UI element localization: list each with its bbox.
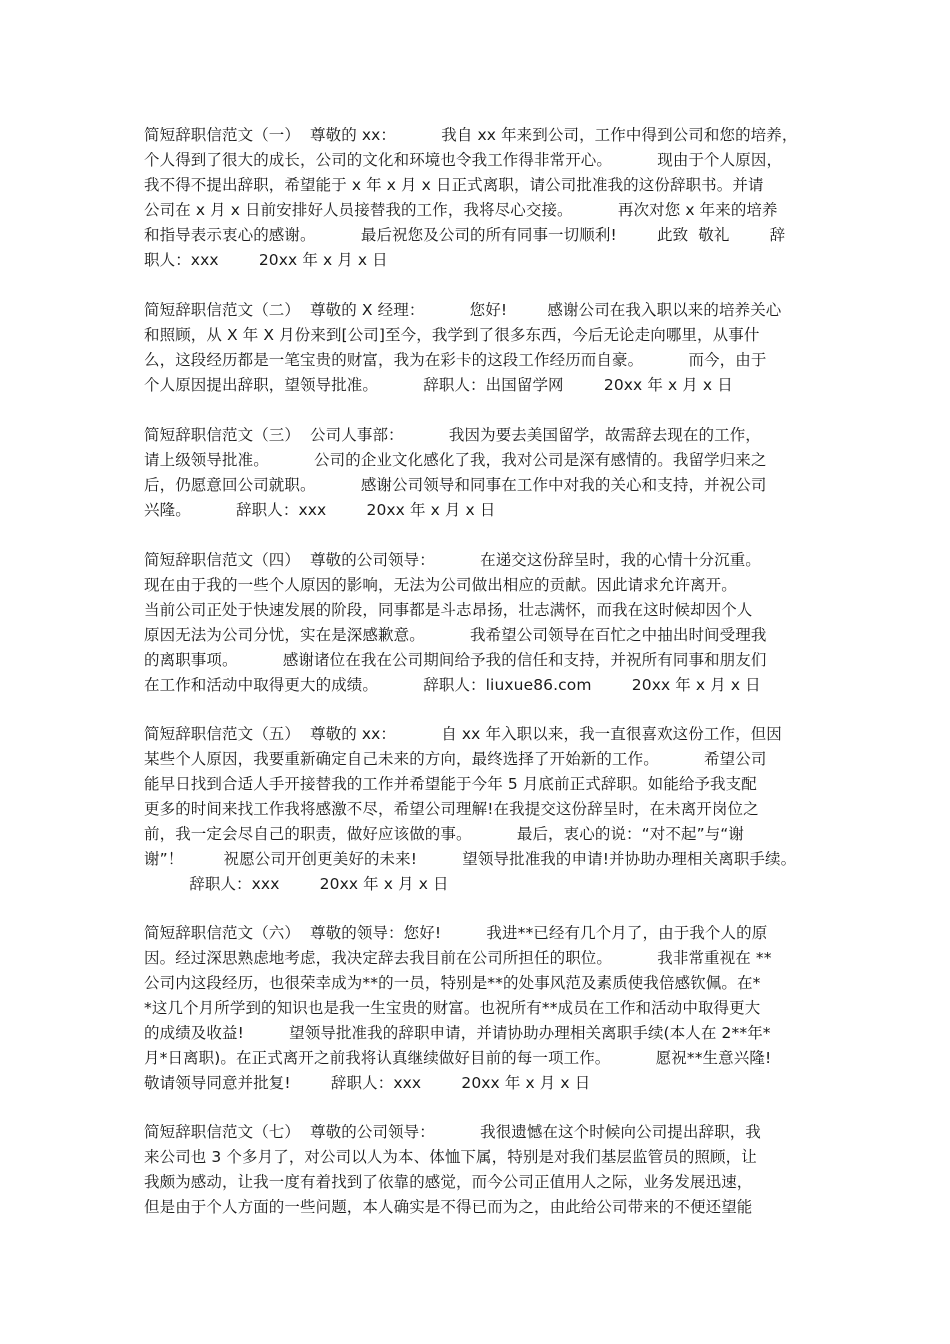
text-line: 因。经过深思熟虑地考虑，我决定辞去我目前在公司所担任的职位。 我非常重视在 **	[144, 949, 772, 967]
text-line: 简短辞职信范文（四） 尊敬的公司领导： 在递交这份辞呈时，我的心情十分沉重。	[144, 551, 761, 569]
text-line: 月*日离职)。在正式离开之前我将认真继续做好目前的每一项工作。 愿祝**生意兴隆!	[144, 1049, 772, 1067]
text-line: 的离职事项。 感谢诸位在我在公司期间给予我的信任和支持，并祝所有同事和朋友们	[144, 651, 767, 669]
text-line: 我不得不提出辞职，希望能于 x 年 x 月 x 日正式离职，请公司批准我的这份辞职书。并请	[144, 176, 764, 194]
text-line: 谢”！ 祝愿公司开创更美好的未来! 望领导批准我的申请!并协助办理相关离职手续。	[144, 850, 797, 868]
text-line: *这几个月所学到的知识也是我一生宝贵的财富。也祝所有**成员在工作和活动中取得更大	[144, 999, 761, 1017]
text-line: 公司在 x 月 x 日前安排好人员接替我的工作，我将尽心交接。 再次对您 x 年来的培养	[144, 201, 778, 219]
text-line: 和照顾，从 X 年 X 月份来到[公司]至今，我学到了很多东西，今后无论走向哪里，从事什	[144, 326, 760, 344]
resignation-letter-sample-6	[144, 921, 824, 1096]
text-line: 简短辞职信范文（七） 尊敬的公司领导： 我很遗憾在这个时候向公司提出辞职，我	[144, 1123, 761, 1141]
text-line: 前，我一定会尽自己的职责，做好应该做的事。 最后，衷心的说：“对不起”与“谢	[144, 825, 745, 843]
text-line: 公司内这段经历，也很荣幸成为**的一员，特别是**的处事风范及素质使我倍感钦佩。在*	[144, 974, 761, 992]
text-line: 的成绩及收益! 望领导批准我的辞职申请，并请协助办理相关离职手续(本人在 2**年*	[144, 1024, 771, 1042]
text-line: 原因无法为公司分忧，实在是深感歉意。 我希望公司领导在百忙之中抽出时间受理我	[144, 626, 767, 644]
text-line: 更多的时间来找工作我将感激不尽，希望公司理解!在我提交这份辞呈时，在未离开岗位之	[144, 800, 759, 818]
text-line: 能早日找到合适人手开接替我的工作并希望能于今年 5 月底前正式辞职。如能给予我支配	[144, 775, 757, 793]
text-line: 但是由于个人方面的一些问题，本人确实是不得已而为之，由此给公司带来的不便还望能	[144, 1198, 753, 1216]
resignation-letter-sample-3	[144, 423, 824, 523]
text-line: 敬请领导同意并批复! 辞职人：xxx 20xx 年 x 月 x 日	[144, 1074, 591, 1092]
text-line: 简短辞职信范文（五） 尊敬的 xx： 自 xx 年入职以来，我一直很喜欢这份工作，但因	[144, 725, 782, 743]
text-line: 辞职人：xxx 20xx 年 x 月 x 日	[144, 875, 449, 893]
text-line: 后，仍愿意回公司就职。 感谢公司领导和同事在工作中对我的关心和支持，并祝公司	[144, 476, 767, 494]
text-line: 么，这段经历都是一笔宝贵的财富，我为在彩卡的这段工作经历而自豪。 而今，由于	[144, 351, 767, 369]
text-line: 请上级领导批准。 公司的企业文化感化了我，我对公司是深有感情的。我留学归来之	[144, 451, 767, 469]
text-line: 某些个人原因，我要重新确定自己未来的方向，最终选择了开始新的工作。 希望公司	[144, 750, 767, 768]
resignation-letter-sample-5	[144, 722, 824, 897]
resignation-letter-sample-2	[144, 298, 824, 398]
text-line: 简短辞职信范文（一） 尊敬的 xx： 我自 xx 年来到公司，工作中得到公司和您的培养，	[144, 126, 798, 144]
text-line: 当前公司正处于快速发展的阶段，同事都是斗志昂扬，壮志满怀，而我在这时候却因个人	[144, 601, 753, 619]
resignation-letter-sample-1	[144, 123, 824, 273]
text-line: 在工作和活动中取得更大的成绩。 辞职人：liuxue86.com 20xx 年 x 月 x 日	[144, 676, 761, 694]
text-line: 兴隆。 辞职人：xxx 20xx 年 x 月 x 日	[144, 501, 496, 519]
text-line: 个人原因提出辞职，望领导批准。 辞职人：出国留学网 20xx 年 x 月 x 日	[144, 376, 733, 394]
text-line: 我颇为感动，让我一度有着找到了依靠的感觉，而今公司正值用人之际，业务发展迅速，	[144, 1173, 753, 1191]
text-line: 职人：xxx 20xx 年 x 月 x 日	[144, 251, 388, 269]
text-line: 现在由于我的一些个人原因的影响，无法为公司做出相应的贡献。因此请求允许离开。	[144, 576, 737, 594]
resignation-letter-sample-4	[144, 548, 824, 698]
text-line: 简短辞职信范文（三） 公司人事部： 我因为要去美国留学，故需辞去现在的工作，	[144, 426, 761, 444]
text-line: 简短辞职信范文（六） 尊敬的领导：您好! 我进**已经有几个月了，由于我个人的原	[144, 924, 768, 942]
text-line: 简短辞职信范文（二） 尊敬的 X 经理： 您好! 感谢公司在我入职以来的培养关心	[144, 301, 782, 319]
resignation-letter-sample-7	[144, 1120, 824, 1220]
text-line: 个人得到了很大的成长，公司的文化和环境也令我工作得非常开心。 现由于个人原因，	[144, 151, 783, 169]
text-line: 和指导表示衷心的感谢。 最后祝您及公司的所有同事一切顺利! 此致 敬礼 辞	[144, 226, 786, 244]
text-line: 来公司也 3 个多月了，对公司以人为本、体恤下属，特别是对我们基层监管员的照顾，让	[144, 1148, 757, 1166]
